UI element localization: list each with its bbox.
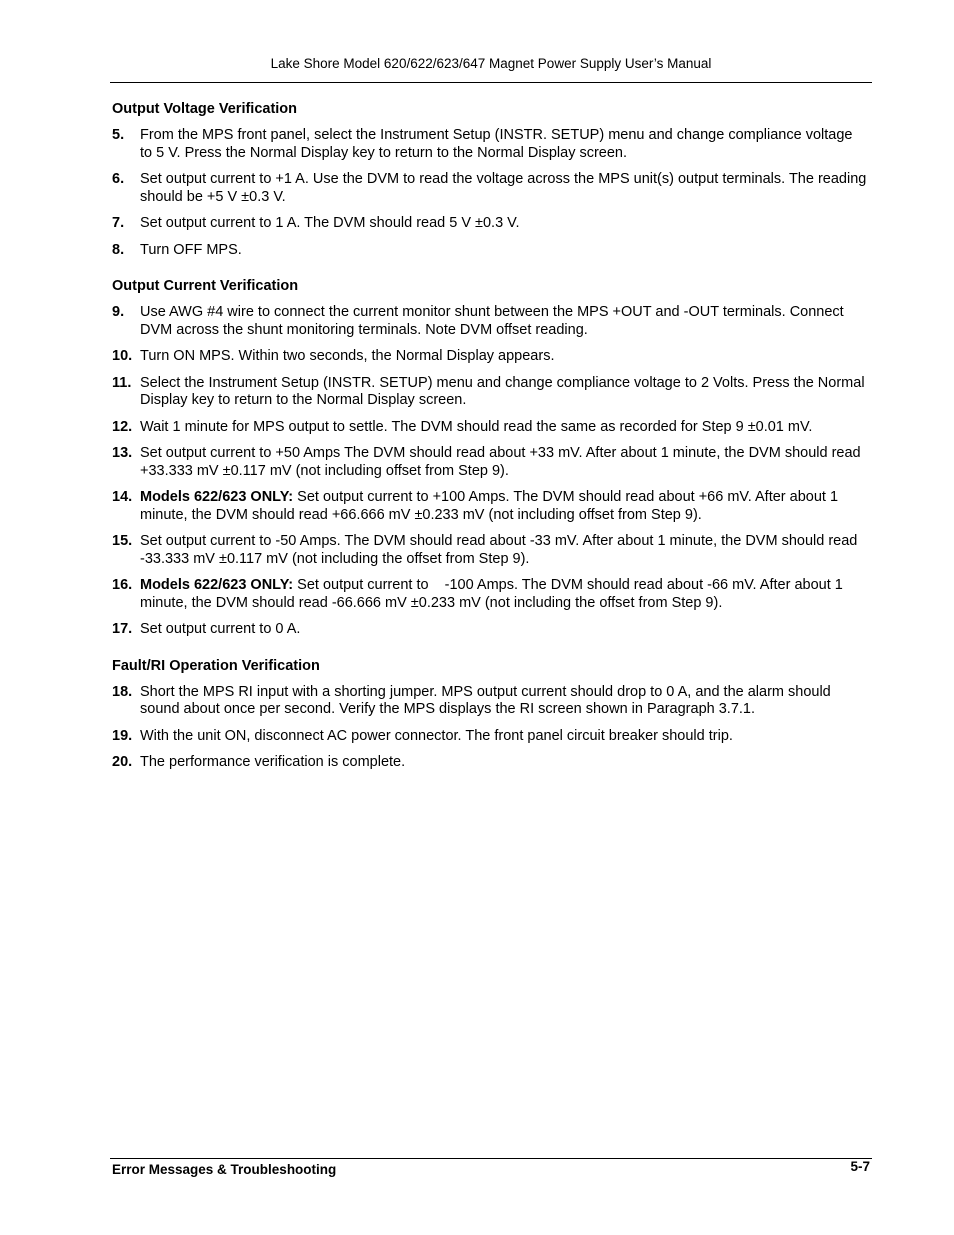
step-number: 9. bbox=[112, 304, 125, 320]
step-item bbox=[112, 533, 868, 568]
step-number: 13. bbox=[112, 445, 133, 461]
step-number: 8. bbox=[112, 241, 125, 258]
header-divider bbox=[110, 82, 872, 83]
step-item bbox=[112, 215, 868, 233]
step-item bbox=[112, 621, 868, 639]
step-item bbox=[112, 445, 868, 480]
step-number: 6. bbox=[112, 171, 125, 187]
step-text: Set output current to -100 Amps. The DVM should read about -66 mV. After about 1 minute, the DVM should read -66.666 mV ±0.233 mV (not including the offset from Step 9). bbox=[140, 577, 847, 611]
step-number: 15. bbox=[112, 533, 133, 549]
section-fault-ri-operation-verification bbox=[112, 657, 868, 772]
step-number: 10. bbox=[112, 348, 133, 364]
step-list bbox=[112, 127, 868, 259]
step-text: Select the Instrument Setup (INSTR. SETUP) menu and change compliance voltage to 2 Volts. Press the Normal Display key to return to the Normal Display screen. bbox=[140, 374, 865, 408]
step-list bbox=[112, 684, 868, 772]
step-text: Turn OFF MPS. bbox=[140, 241, 242, 258]
step-item bbox=[112, 127, 868, 162]
step-number: 20. bbox=[112, 754, 133, 770]
footer-chapter-title: Error Messages & Troubleshooting bbox=[112, 1162, 337, 1177]
document-body bbox=[112, 100, 868, 790]
step-text: Use AWG #4 wire to connect the current monitor shunt between the MPS +OUT and -OUT terminals. Connect DVM across the shunt monitoring terminals. Note DVM offset reading. bbox=[140, 304, 844, 338]
step-item bbox=[112, 242, 868, 260]
step-text: Set output current to 0 A. bbox=[140, 621, 301, 637]
step-item bbox=[112, 754, 868, 772]
step-text: Set output current to +1 A. Use the DVM to read the voltage across the MPS unit(s) output terminals. The reading should be +5 V ±0.3 V. bbox=[140, 171, 867, 205]
step-number: 14. bbox=[112, 489, 133, 505]
step-number: 18. bbox=[112, 683, 133, 700]
step-number: 12. bbox=[112, 418, 133, 435]
step-number: 19. bbox=[112, 727, 133, 744]
step-text: Set output current to -50 Amps. The DVM should read about -33 mV. After about 1 minute, the DVM should read -33.333 mV ±0.117 mV (not including the offset from Step 9). bbox=[140, 533, 858, 567]
step-list bbox=[112, 304, 868, 639]
footer-page-number: 5-7 bbox=[850, 1159, 870, 1174]
step-item bbox=[112, 348, 868, 366]
step-item bbox=[112, 684, 868, 719]
step-text: Short the MPS RI input with a shorting jumper. MPS output current should drop to 0 A, and the alarm should sound about once per second. Verify the MPS displays the RI screen shown in Paragraph 3.7.1. bbox=[140, 683, 831, 717]
step-item bbox=[112, 489, 868, 524]
step-number: 17. bbox=[112, 621, 133, 637]
step-lead: Models 622/623 ONLY: bbox=[140, 577, 294, 593]
step-item bbox=[112, 419, 868, 437]
section-output-voltage-verification bbox=[112, 100, 868, 259]
step-text: The performance verification is complete. bbox=[140, 754, 406, 770]
section-heading: Output Current Verification bbox=[112, 278, 299, 294]
step-item bbox=[112, 171, 868, 206]
step-item bbox=[112, 304, 868, 339]
step-item bbox=[112, 728, 868, 746]
step-text: Set output current to +50 Amps The DVM should read about +33 mV. After about 1 minute, the DVM should read +33.333 mV ±0.117 mV (not including offset from Step 9). bbox=[140, 445, 861, 479]
step-number: 11. bbox=[112, 374, 132, 391]
step-number: 5. bbox=[112, 127, 125, 143]
step-text: Set output current to +100 Amps. The DVM should read about +66 mV. After about 1 minute, the DVM should read +66.666 mV ±0.233 mV (not including offset from Step 9). bbox=[140, 489, 839, 523]
step-text: Set output current to 1 A. The DVM should read 5 V ±0.3 V. bbox=[140, 215, 520, 231]
step-lead: Models 622/623 ONLY: bbox=[140, 489, 294, 505]
step-item bbox=[112, 375, 868, 410]
step-text: Wait 1 minute for MPS output to settle. The DVM should read the same as recorded for Step 9 ±0.01 mV. bbox=[140, 418, 813, 435]
step-text: Turn ON MPS. Within two seconds, the Normal Display appears. bbox=[140, 348, 555, 364]
section-heading: Output Voltage Verification bbox=[112, 101, 298, 117]
section-heading: Fault/RI Operation Verification bbox=[112, 657, 320, 674]
footer-divider bbox=[110, 1158, 872, 1159]
step-number: 16. bbox=[112, 577, 133, 593]
page-header: Lake Shore Model 620/622/623/647 Magnet Power Supply User’s Manual bbox=[270, 56, 712, 71]
step-text: With the unit ON, disconnect AC power connector. The front panel circuit breaker should trip. bbox=[140, 727, 733, 744]
step-number: 7. bbox=[112, 215, 125, 231]
step-item bbox=[112, 577, 868, 612]
section-output-current-verification bbox=[112, 277, 868, 639]
step-text: From the MPS front panel, select the Instrument Setup (INSTR. SETUP) menu and change compliance voltage to 5 V. Press the Normal Display key to return to the Normal Display screen. bbox=[140, 127, 853, 161]
